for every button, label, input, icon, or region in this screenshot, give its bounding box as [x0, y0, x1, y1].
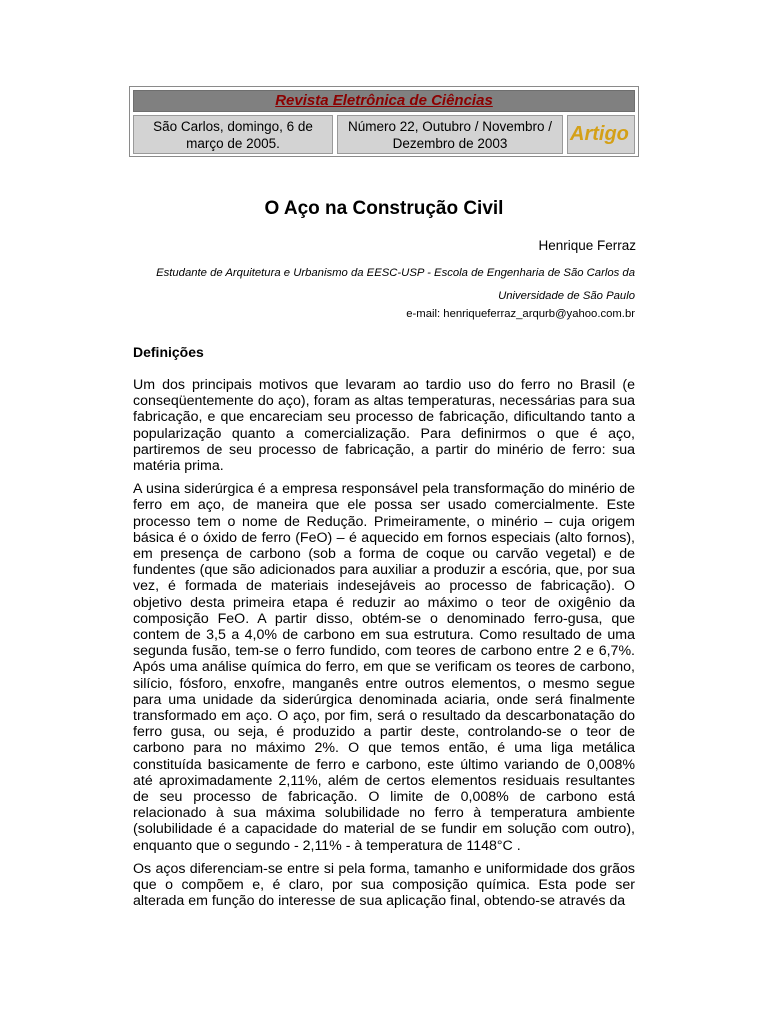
section-heading: Definições: [133, 344, 204, 360]
paragraph: Os aços diferenciam-se entre si pela forma, tamanho e uniformidade dos grãos que o compõem e, é claro, por sua composição química. Esta pode ser alterada em função do interesse de sua aplicação final, obtendo-se através da: [133, 860, 635, 910]
journal-masthead: [129, 86, 639, 157]
journal-title[interactable]: Revista Eletrônica de Ciências: [133, 90, 635, 112]
section-label: Artigo: [567, 115, 635, 154]
article-title: O Aço na Construção Civil: [264, 198, 504, 219]
paragraph: Um dos principais motivos que levaram ao tardio uso do ferro no Brasil (e conseqüentemente do aço), foram as altas temperaturas, necessárias para sua fabricação, e que encareciam seu processo de fabricação, dificultando tanto a popularização quanto a comercialização. Para definirmos o que é aço, partiremos de seu processo de fabricação, a partir do minério de ferro: sua matéria prima.: [133, 377, 635, 475]
issue-info: Número 22, Outubro / Novembro / Dezembro de 2003: [337, 115, 563, 154]
author-affiliation: Estudante de Arquitetura e Urbanismo da EESC-USP - Escola de Engenharia de São Carlos da Universidade de São Paulo: [156, 267, 635, 302]
publication-date: São Carlos, domingo, 6 de março de 2005.: [133, 115, 333, 154]
author-email[interactable]: e-mail: henriqueferraz_arqurb@yahoo.com.br: [406, 308, 635, 320]
paragraph: A usina siderúrgica é a empresa responsável pela transformação do minério de ferro em aço, de maneira que ele possa ser usado comercialmente. Este processo tem o nome de Redução. Primeiramente, o minério – cuja origem básica é o óxido de ferro (FeO) – é aquecido em fornos especiais (alto fornos), em presença de carbono (sob a forma de coque ou carvão vegetal) e de fundentes (que são adicionados para auxiliar a produzir a escória, que, por sua vez, é formada de materiais indesejáveis ao processo de fabricação). O objetivo desta primeira etapa é reduzir ao máximo o teor de oxigênio da composição FeO. A partir disso, obtém-se o denominado ferro-gusa, que contem de 3,5 a 4,0% de carbono em sua estrutura. Como resultado de uma segunda fusão, tem-se o ferro fundido, com teores de carbono entre 2 e 6,7%. Após uma análise química do ferro, em que se verificam os teores de carbono, silício, fósforo, enxofre, manganês entre outros elementos, o mesmo segue para uma unidade da siderúrgica denominada aciaria, onde será finalmente transformado em aço. O aço, por fim, será o resultado da descarbonatação do ferro gusa, ou seja, é produzido a partir deste, controlando-se o teor de carbono para no máximo 2%. O que temos então, é uma liga metálica constituída basicamente de ferro e carbono, este último variando de 0,008% até aproximadamente 2,11%, além de certos elementos residuais resultantes de seu processo de fabricação. O limite de 0,008% de carbono está relacionado à sua máxima solubilidade no ferro à temperatura ambiente (solubilidade é a capacidade do material de se fundir em solução com outro), enquanto que o segundo - 2,11% - à temperatura de 1148°C .: [133, 481, 635, 854]
author-name: Henrique Ferraz: [538, 238, 636, 253]
article-body: [133, 377, 635, 917]
